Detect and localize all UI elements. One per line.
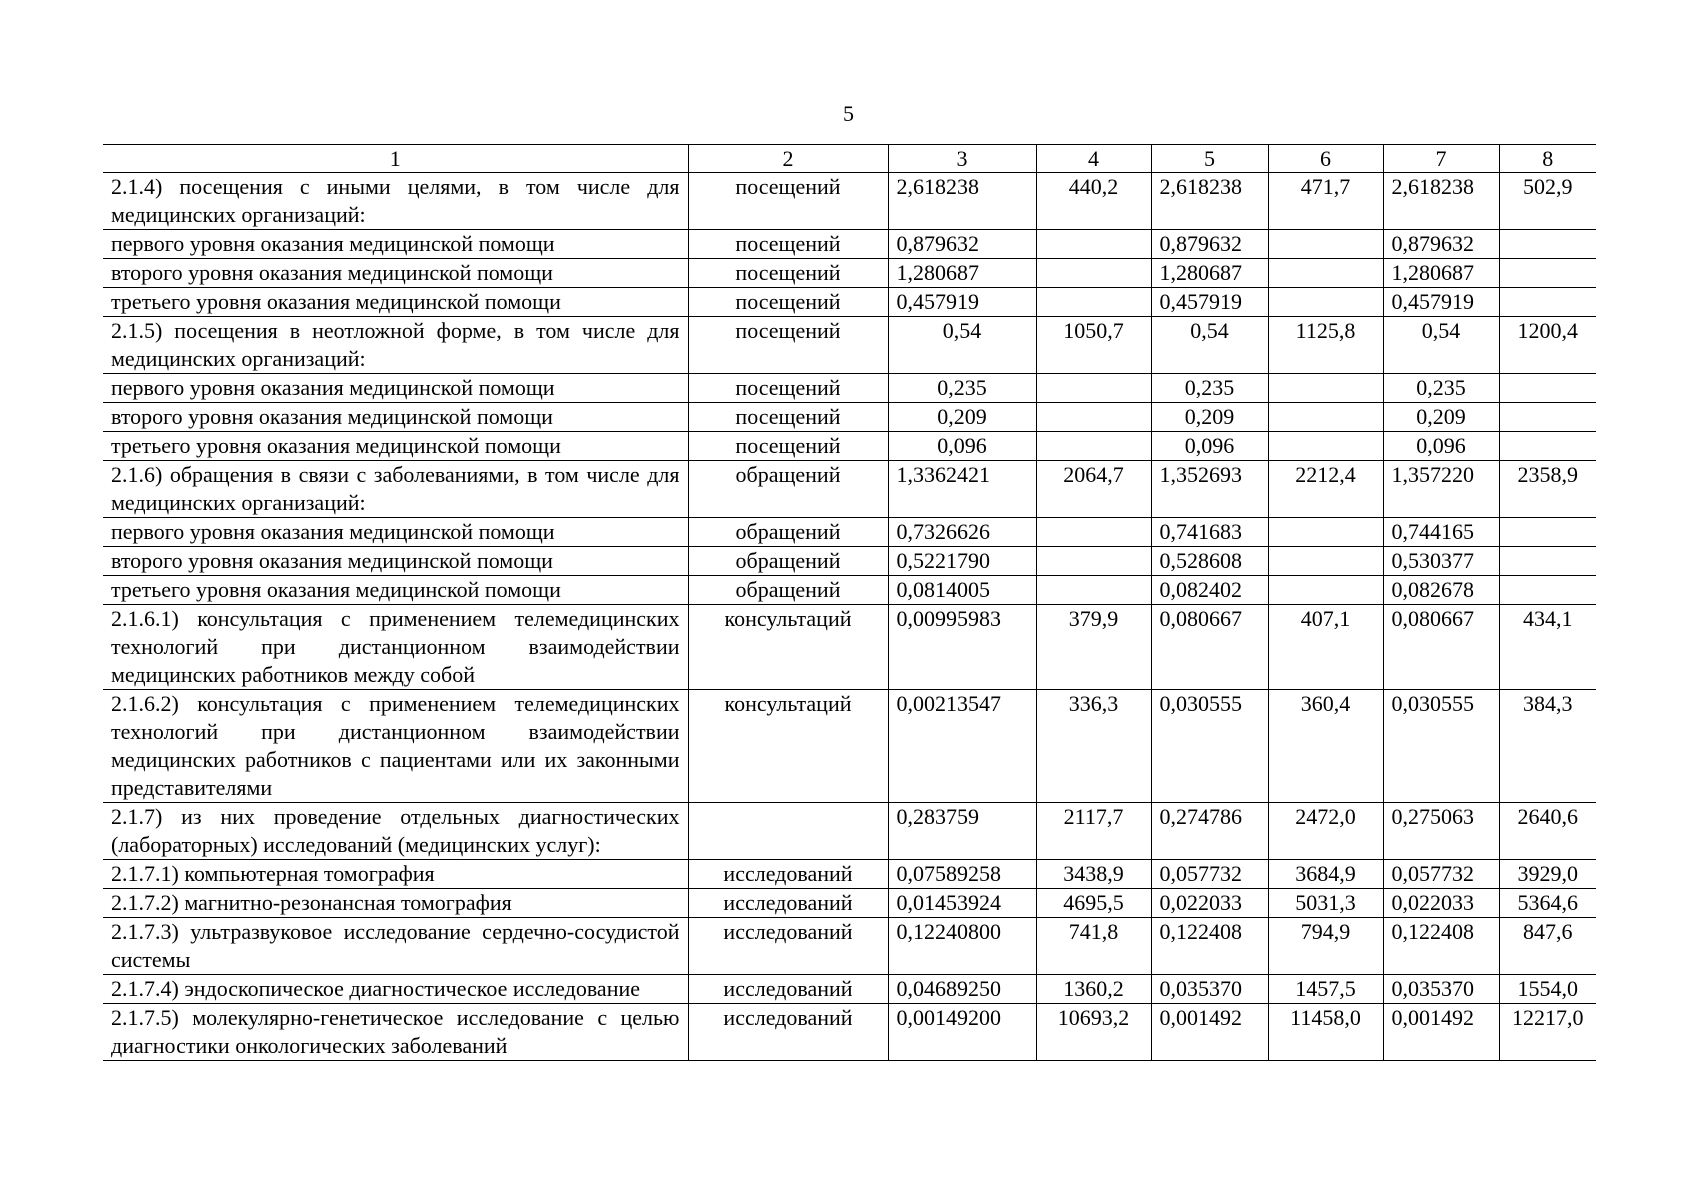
value-cell-col8 bbox=[1499, 259, 1596, 288]
row-name-cell: второго уровня оказания медицинской помощи bbox=[103, 259, 688, 288]
value-cell-col8: 2640,6 bbox=[1499, 803, 1596, 860]
column-header: 5 bbox=[1151, 145, 1268, 173]
value-cell-col7: 0,275063 bbox=[1383, 803, 1499, 860]
value-cell-col3: 0,00213547 bbox=[888, 690, 1036, 803]
value-cell-col7: 0,035370 bbox=[1383, 975, 1499, 1004]
value-cell-col6 bbox=[1268, 547, 1383, 576]
value-cell-col8: 1200,4 bbox=[1499, 317, 1596, 374]
table-row bbox=[103, 860, 1596, 889]
value-cell-col4 bbox=[1036, 576, 1151, 605]
table-row bbox=[103, 317, 1596, 374]
value-cell-col5: 0,001492 bbox=[1151, 1004, 1268, 1061]
table-row bbox=[103, 975, 1596, 1004]
value-cell-col6: 1125,8 bbox=[1268, 317, 1383, 374]
table-row bbox=[103, 918, 1596, 975]
row-unit-cell: посещений bbox=[688, 432, 888, 461]
value-cell-col4: 1050,7 bbox=[1036, 317, 1151, 374]
value-cell-col5: 0,122408 bbox=[1151, 918, 1268, 975]
value-cell-col8 bbox=[1499, 518, 1596, 547]
value-cell-col3: 0,457919 bbox=[888, 288, 1036, 317]
table-row bbox=[103, 173, 1596, 230]
row-name-cell: первого уровня оказания медицинской помощи bbox=[103, 374, 688, 403]
row-unit-cell: посещений bbox=[688, 230, 888, 259]
value-cell-col7: 0,879632 bbox=[1383, 230, 1499, 259]
value-cell-col4: 440,2 bbox=[1036, 173, 1151, 230]
value-cell-col6 bbox=[1268, 403, 1383, 432]
value-cell-col7: 0,022033 bbox=[1383, 889, 1499, 918]
value-cell-col7: 1,357220 bbox=[1383, 461, 1499, 518]
table-row bbox=[103, 547, 1596, 576]
row-name-cell: третьего уровня оказания медицинской помощи bbox=[103, 288, 688, 317]
value-cell-col5: 0,030555 bbox=[1151, 690, 1268, 803]
value-cell-col3: 0,12240800 bbox=[888, 918, 1036, 975]
row-name-cell: 2.1.7.4) эндоскопическое диагностическое исследование bbox=[103, 975, 688, 1004]
row-unit-cell: посещений bbox=[688, 259, 888, 288]
row-unit-cell bbox=[688, 803, 888, 860]
table-row bbox=[103, 461, 1596, 518]
value-cell-col4: 379,9 bbox=[1036, 605, 1151, 690]
row-unit-cell: исследований bbox=[688, 975, 888, 1004]
value-cell-col8 bbox=[1499, 547, 1596, 576]
value-cell-col4 bbox=[1036, 547, 1151, 576]
value-cell-col4 bbox=[1036, 518, 1151, 547]
row-unit-cell: обращений bbox=[688, 576, 888, 605]
value-cell-col4: 3438,9 bbox=[1036, 860, 1151, 889]
row-unit-cell: обращений bbox=[688, 547, 888, 576]
value-cell-col7: 0,080667 bbox=[1383, 605, 1499, 690]
column-header: 6 bbox=[1268, 145, 1383, 173]
value-cell-col7: 0,457919 bbox=[1383, 288, 1499, 317]
table-row bbox=[103, 803, 1596, 860]
row-name-cell: первого уровня оказания медицинской помощи bbox=[103, 518, 688, 547]
value-cell-col5: 0,528608 bbox=[1151, 547, 1268, 576]
value-cell-col8 bbox=[1499, 230, 1596, 259]
value-cell-col5: 0,082402 bbox=[1151, 576, 1268, 605]
value-cell-col6: 360,4 bbox=[1268, 690, 1383, 803]
value-cell-col4 bbox=[1036, 259, 1151, 288]
value-cell-col5: 0,080667 bbox=[1151, 605, 1268, 690]
value-cell-col8 bbox=[1499, 288, 1596, 317]
value-cell-col4: 1360,2 bbox=[1036, 975, 1151, 1004]
value-cell-col7: 0,096 bbox=[1383, 432, 1499, 461]
row-unit-cell: посещений bbox=[688, 403, 888, 432]
row-name-cell: 2.1.6) обращения в связи с заболеваниями, в том числе для медицинских организаций: bbox=[103, 461, 688, 518]
row-name-cell: второго уровня оказания медицинской помощи bbox=[103, 403, 688, 432]
row-name-cell: 2.1.4) посещения с иными целями, в том числе для медицинских организаций: bbox=[111, 174, 680, 227]
value-cell-col3: 1,280687 bbox=[888, 259, 1036, 288]
value-cell-col3: 0,07589258 bbox=[888, 860, 1036, 889]
data-table bbox=[103, 144, 1596, 1061]
value-cell-col6: 794,9 bbox=[1268, 918, 1383, 975]
value-cell-col3: 0,54 bbox=[888, 317, 1036, 374]
value-cell-col6: 471,7 bbox=[1268, 173, 1383, 230]
table-row bbox=[103, 288, 1596, 317]
row-unit-cell: обращений bbox=[688, 461, 888, 518]
column-header: 2 bbox=[688, 145, 888, 173]
value-cell-col4 bbox=[1036, 403, 1151, 432]
value-cell-col5: 0,022033 bbox=[1151, 889, 1268, 918]
value-cell-col7: 0,030555 bbox=[1383, 690, 1499, 803]
value-cell-col3: 0,01453924 bbox=[888, 889, 1036, 918]
row-unit-cell: исследований bbox=[688, 889, 888, 918]
table-row bbox=[103, 576, 1596, 605]
row-unit-cell: посещений bbox=[688, 173, 888, 230]
value-cell-col3: 2,618238 bbox=[888, 173, 1036, 230]
table-row bbox=[103, 690, 1596, 803]
row-unit-cell: посещений bbox=[688, 374, 888, 403]
value-cell-col8 bbox=[1499, 374, 1596, 403]
value-cell-col8: 5364,6 bbox=[1499, 889, 1596, 918]
value-cell-col8: 434,1 bbox=[1499, 605, 1596, 690]
row-unit-cell: консультаций bbox=[688, 690, 888, 803]
value-cell-col5: 0,879632 bbox=[1151, 230, 1268, 259]
row-name-cell: 2.1.7.5) молекулярно-генетическое исследование с целью диагностики онкологических заболеваний bbox=[103, 1004, 688, 1061]
value-cell-col4: 336,3 bbox=[1036, 690, 1151, 803]
value-cell-col8: 384,3 bbox=[1499, 690, 1596, 803]
value-cell-col8 bbox=[1499, 576, 1596, 605]
value-cell-col4 bbox=[1036, 230, 1151, 259]
value-cell-col7: 0,122408 bbox=[1383, 918, 1499, 975]
value-cell-col8 bbox=[1499, 432, 1596, 461]
value-cell-col4 bbox=[1036, 374, 1151, 403]
value-cell-col3: 0,283759 bbox=[888, 803, 1036, 860]
column-header: 4 bbox=[1036, 145, 1151, 173]
table-row bbox=[103, 374, 1596, 403]
column-header: 1 bbox=[103, 145, 688, 173]
value-cell-col7: 0,530377 bbox=[1383, 547, 1499, 576]
table-row bbox=[103, 605, 1596, 690]
value-cell-col4: 4695,5 bbox=[1036, 889, 1151, 918]
value-cell-col3: 0,235 bbox=[888, 374, 1036, 403]
value-cell-col4: 2064,7 bbox=[1036, 461, 1151, 518]
value-cell-col6 bbox=[1268, 432, 1383, 461]
row-name-cell: второго уровня оказания медицинской помощи bbox=[103, 547, 688, 576]
value-cell-col7: 0,235 bbox=[1383, 374, 1499, 403]
row-name-cell: 2.1.6.1) консультация с применением телемедицинских технологий при дистанционном взаимодействии медицинских работников между собой bbox=[103, 605, 688, 690]
value-cell-col5: 1,352693 bbox=[1151, 461, 1268, 518]
value-cell-col8: 502,9 bbox=[1499, 173, 1596, 230]
value-cell-col3: 0,7326626 bbox=[888, 518, 1036, 547]
table-row bbox=[103, 1004, 1596, 1061]
value-cell-col6: 3684,9 bbox=[1268, 860, 1383, 889]
value-cell-col4: 2117,7 bbox=[1036, 803, 1151, 860]
value-cell-col6 bbox=[1268, 259, 1383, 288]
value-cell-col4 bbox=[1036, 288, 1151, 317]
value-cell-col7: 2,618238 bbox=[1383, 173, 1499, 230]
row-unit-cell: исследований bbox=[688, 1004, 888, 1061]
row-name-cell: третьего уровня оказания медицинской помощи bbox=[103, 432, 688, 461]
value-cell-col4: 741,8 bbox=[1036, 918, 1151, 975]
value-cell-col3: 0,00149200 bbox=[888, 1004, 1036, 1061]
value-cell-col3: 0,096 bbox=[888, 432, 1036, 461]
value-cell-col5: 0,057732 bbox=[1151, 860, 1268, 889]
row-unit-cell: обращений bbox=[688, 518, 888, 547]
value-cell-col5: 2,618238 bbox=[1151, 173, 1268, 230]
value-cell-col3: 0,5221790 bbox=[888, 547, 1036, 576]
value-cell-col7: 0,744165 bbox=[1383, 518, 1499, 547]
row-name-cell: 2.1.7) из них проведение отдельных диагностических (лабораторных) исследований (медицинских услуг): bbox=[103, 803, 688, 860]
value-cell-col7: 0,001492 bbox=[1383, 1004, 1499, 1061]
value-cell-col5: 0,457919 bbox=[1151, 288, 1268, 317]
value-cell-col6 bbox=[1268, 576, 1383, 605]
value-cell-col8: 847,6 bbox=[1499, 918, 1596, 975]
table-body bbox=[103, 173, 1596, 1061]
value-cell-col5: 0,209 bbox=[1151, 403, 1268, 432]
value-cell-col6 bbox=[1268, 288, 1383, 317]
row-name-cell: 2.1.7.2) магнитно-резонансная томография bbox=[103, 889, 688, 918]
table-row bbox=[103, 259, 1596, 288]
row-unit-cell: исследований bbox=[688, 860, 888, 889]
table-row bbox=[103, 518, 1596, 547]
value-cell-col6 bbox=[1268, 374, 1383, 403]
value-cell-col5: 0,096 bbox=[1151, 432, 1268, 461]
value-cell-col6: 2472,0 bbox=[1268, 803, 1383, 860]
value-cell-col5: 0,274786 bbox=[1151, 803, 1268, 860]
table-row bbox=[103, 889, 1596, 918]
row-unit-cell: посещений bbox=[688, 317, 888, 374]
value-cell-col7: 1,280687 bbox=[1383, 259, 1499, 288]
table-row bbox=[103, 230, 1596, 259]
row-unit-cell: исследований bbox=[688, 918, 888, 975]
value-cell-col3: 0,00995983 bbox=[888, 605, 1036, 690]
value-cell-col3: 0,04689250 bbox=[888, 975, 1036, 1004]
row-unit-cell: консультаций bbox=[688, 605, 888, 690]
value-cell-col5: 1,280687 bbox=[1151, 259, 1268, 288]
value-cell-col8: 1554,0 bbox=[1499, 975, 1596, 1004]
value-cell-col5: 0,54 bbox=[1151, 317, 1268, 374]
value-cell-col6: 2212,4 bbox=[1268, 461, 1383, 518]
value-cell-col7: 0,057732 bbox=[1383, 860, 1499, 889]
value-cell-col4 bbox=[1036, 432, 1151, 461]
row-name-cell: первого уровня оказания медицинской помощи bbox=[103, 230, 688, 259]
row-name-cell: 2.1.7.1) компьютерная томография bbox=[103, 860, 688, 889]
value-cell-col4: 10693,2 bbox=[1036, 1004, 1151, 1061]
row-name-cell: 2.1.6.2) консультация с применением телемедицинских технологий при дистанционном взаимодействии медицинских работников с пациентами или их законными представителями bbox=[103, 690, 688, 803]
table-row bbox=[103, 432, 1596, 461]
row-name-cell: 2.1.5) посещения в неотложной форме, в том числе для медицинских организаций: bbox=[103, 317, 688, 374]
value-cell-col5: 0,741683 bbox=[1151, 518, 1268, 547]
value-cell-col3: 0,209 bbox=[888, 403, 1036, 432]
value-cell-col5: 0,035370 bbox=[1151, 975, 1268, 1004]
value-cell-col7: 0,209 bbox=[1383, 403, 1499, 432]
column-header: 7 bbox=[1383, 145, 1499, 173]
value-cell-col6: 11458,0 bbox=[1268, 1004, 1383, 1061]
value-cell-col8: 3929,0 bbox=[1499, 860, 1596, 889]
value-cell-col3: 0,879632 bbox=[888, 230, 1036, 259]
value-cell-col7: 0,54 bbox=[1383, 317, 1499, 374]
value-cell-col3: 1,3362421 bbox=[888, 461, 1036, 518]
value-cell-col5: 0,235 bbox=[1151, 374, 1268, 403]
value-cell-col7: 0,082678 bbox=[1383, 576, 1499, 605]
value-cell-col8: 2358,9 bbox=[1499, 461, 1596, 518]
value-cell-col6: 5031,3 bbox=[1268, 889, 1383, 918]
page-number: 5 bbox=[843, 101, 854, 126]
column-header: 8 bbox=[1499, 145, 1596, 173]
value-cell-col6 bbox=[1268, 518, 1383, 547]
column-header: 3 bbox=[888, 145, 1036, 173]
value-cell-col6: 407,1 bbox=[1268, 605, 1383, 690]
value-cell-col6 bbox=[1268, 230, 1383, 259]
header-row bbox=[103, 145, 1596, 173]
value-cell-col3: 0,0814005 bbox=[888, 576, 1036, 605]
table-row bbox=[103, 403, 1596, 432]
value-cell-col8 bbox=[1499, 403, 1596, 432]
value-cell-col8: 12217,0 bbox=[1499, 1004, 1596, 1061]
row-unit-cell: посещений bbox=[688, 288, 888, 317]
row-name-cell: третьего уровня оказания медицинской помощи bbox=[103, 576, 688, 605]
value-cell-col6: 1457,5 bbox=[1268, 975, 1383, 1004]
row-name-cell: 2.1.7.3) ультразвуковое исследование сердечно-сосудистой системы bbox=[103, 918, 688, 975]
